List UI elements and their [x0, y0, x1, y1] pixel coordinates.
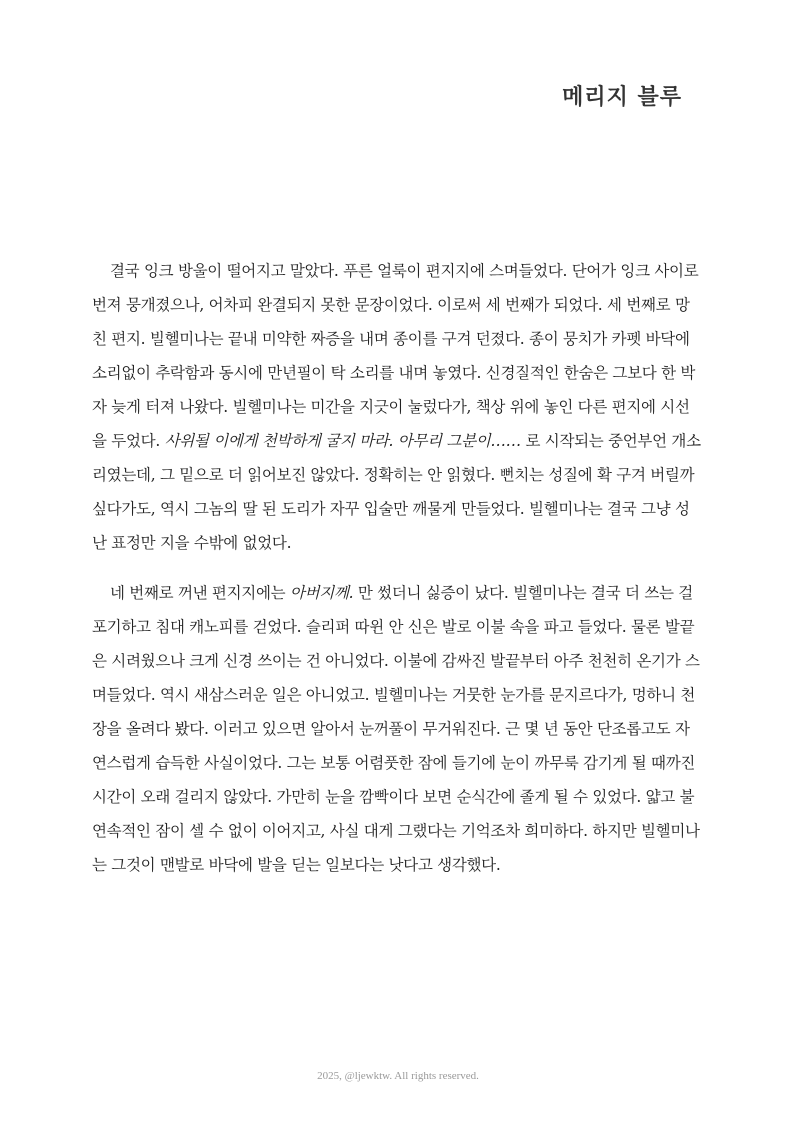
footer-copyright: 2025, @ljewktw. All rights reserved.: [317, 1070, 479, 1082]
italic-quote: 사위될 이에게 천박하게 굴지 마라. 아무리 그분이……: [164, 432, 521, 450]
paragraph-2: [92, 576, 704, 882]
paragraph-text: 로 시작되는 중언부언 개소리였는데, 그 밑으로 더 읽어보진 않았다. 정확히는 안 읽혔다. 뻔치는 성질에 확 구겨 버릴까 싶다가도, 역시 그놈의 딸 된 도리가 자꾸 입술만 깨물게 만들었다. 빌헬미나는 결국 그냥 성난 표정만 지을 수밖에 없었다.: [92, 432, 701, 552]
italic-quote: 아버지께.: [289, 584, 354, 602]
paragraph-1: [92, 254, 704, 560]
body-text: [92, 254, 704, 898]
page-title: 메리지 블루: [562, 84, 682, 110]
paragraph-text: 네 번째로 꺼낸 편지지에는: [110, 584, 290, 602]
paragraph-text: 만 썼더니 싫증이 났다. 빌헬미나는 결국 더 쓰는 걸 포기하고 침대 캐노피를 걷었다. 슬리퍼 따윈 안 신은 발로 이불 속을 파고 들었다. 물론 발끝은 시려웠으나 크게 신경 쓰이는 건 아니었다. 이불에 감싸진 발끝부터 아주 천천히 온기가 스며들었다. 역시 새삼스러운 일은 아니었고. 빌헬미나는 거뭇한 눈가를 문지르다가, 멍하니 천장을 올려다 봤다. 이러고 있으면 알아서 눈꺼풀이 무거워진다. 근 몇 년 동안 단조롭고도 자연스럽게 습득한 사실이었다. 그는 보통 어렴풋한 잠에 들기에 눈이 까무룩 감기게 될 때까진 시간이 오래 걸리지 않았다. 가만히 눈을 깜빡이다 보면 순식간에 졸게 될 수 있었다. 얇고 불연속적인 잠이 셀 수 없이 이어지고, 사실 대게 그랬다는 기억조차 희미하다. 하지만 빌헬미나는 그것이 맨발로 바닥에 발을 딛는 일보다는 낫다고 생각했다.: [92, 584, 700, 874]
paragraph-text: 결국 잉크 방울이 떨어지고 말았다. 푸른 얼룩이 편지지에 스며들었다. 단어가 잉크 사이로 번져 뭉개졌으나, 어차피 완결되지 못한 문장이었다. 이로써 세 번째가 되었다. 세 번째로 망친 편지. 빌헬미나는 끝내 미약한 짜증을 내며 종이를 구겨 던졌다. 종이 뭉치가 카펫 바닥에 소리없이 추락함과 동시에 만년필이 탁 소리를 내며 놓였다. 신경질적인 한숨은 그보다 한 박자 늦게 터져 나왔다. 빌헬미나는 미간을 지긋이 눌렀다가, 책상 위에 놓인 다른 편지에 시선을 두었다.: [92, 262, 699, 450]
